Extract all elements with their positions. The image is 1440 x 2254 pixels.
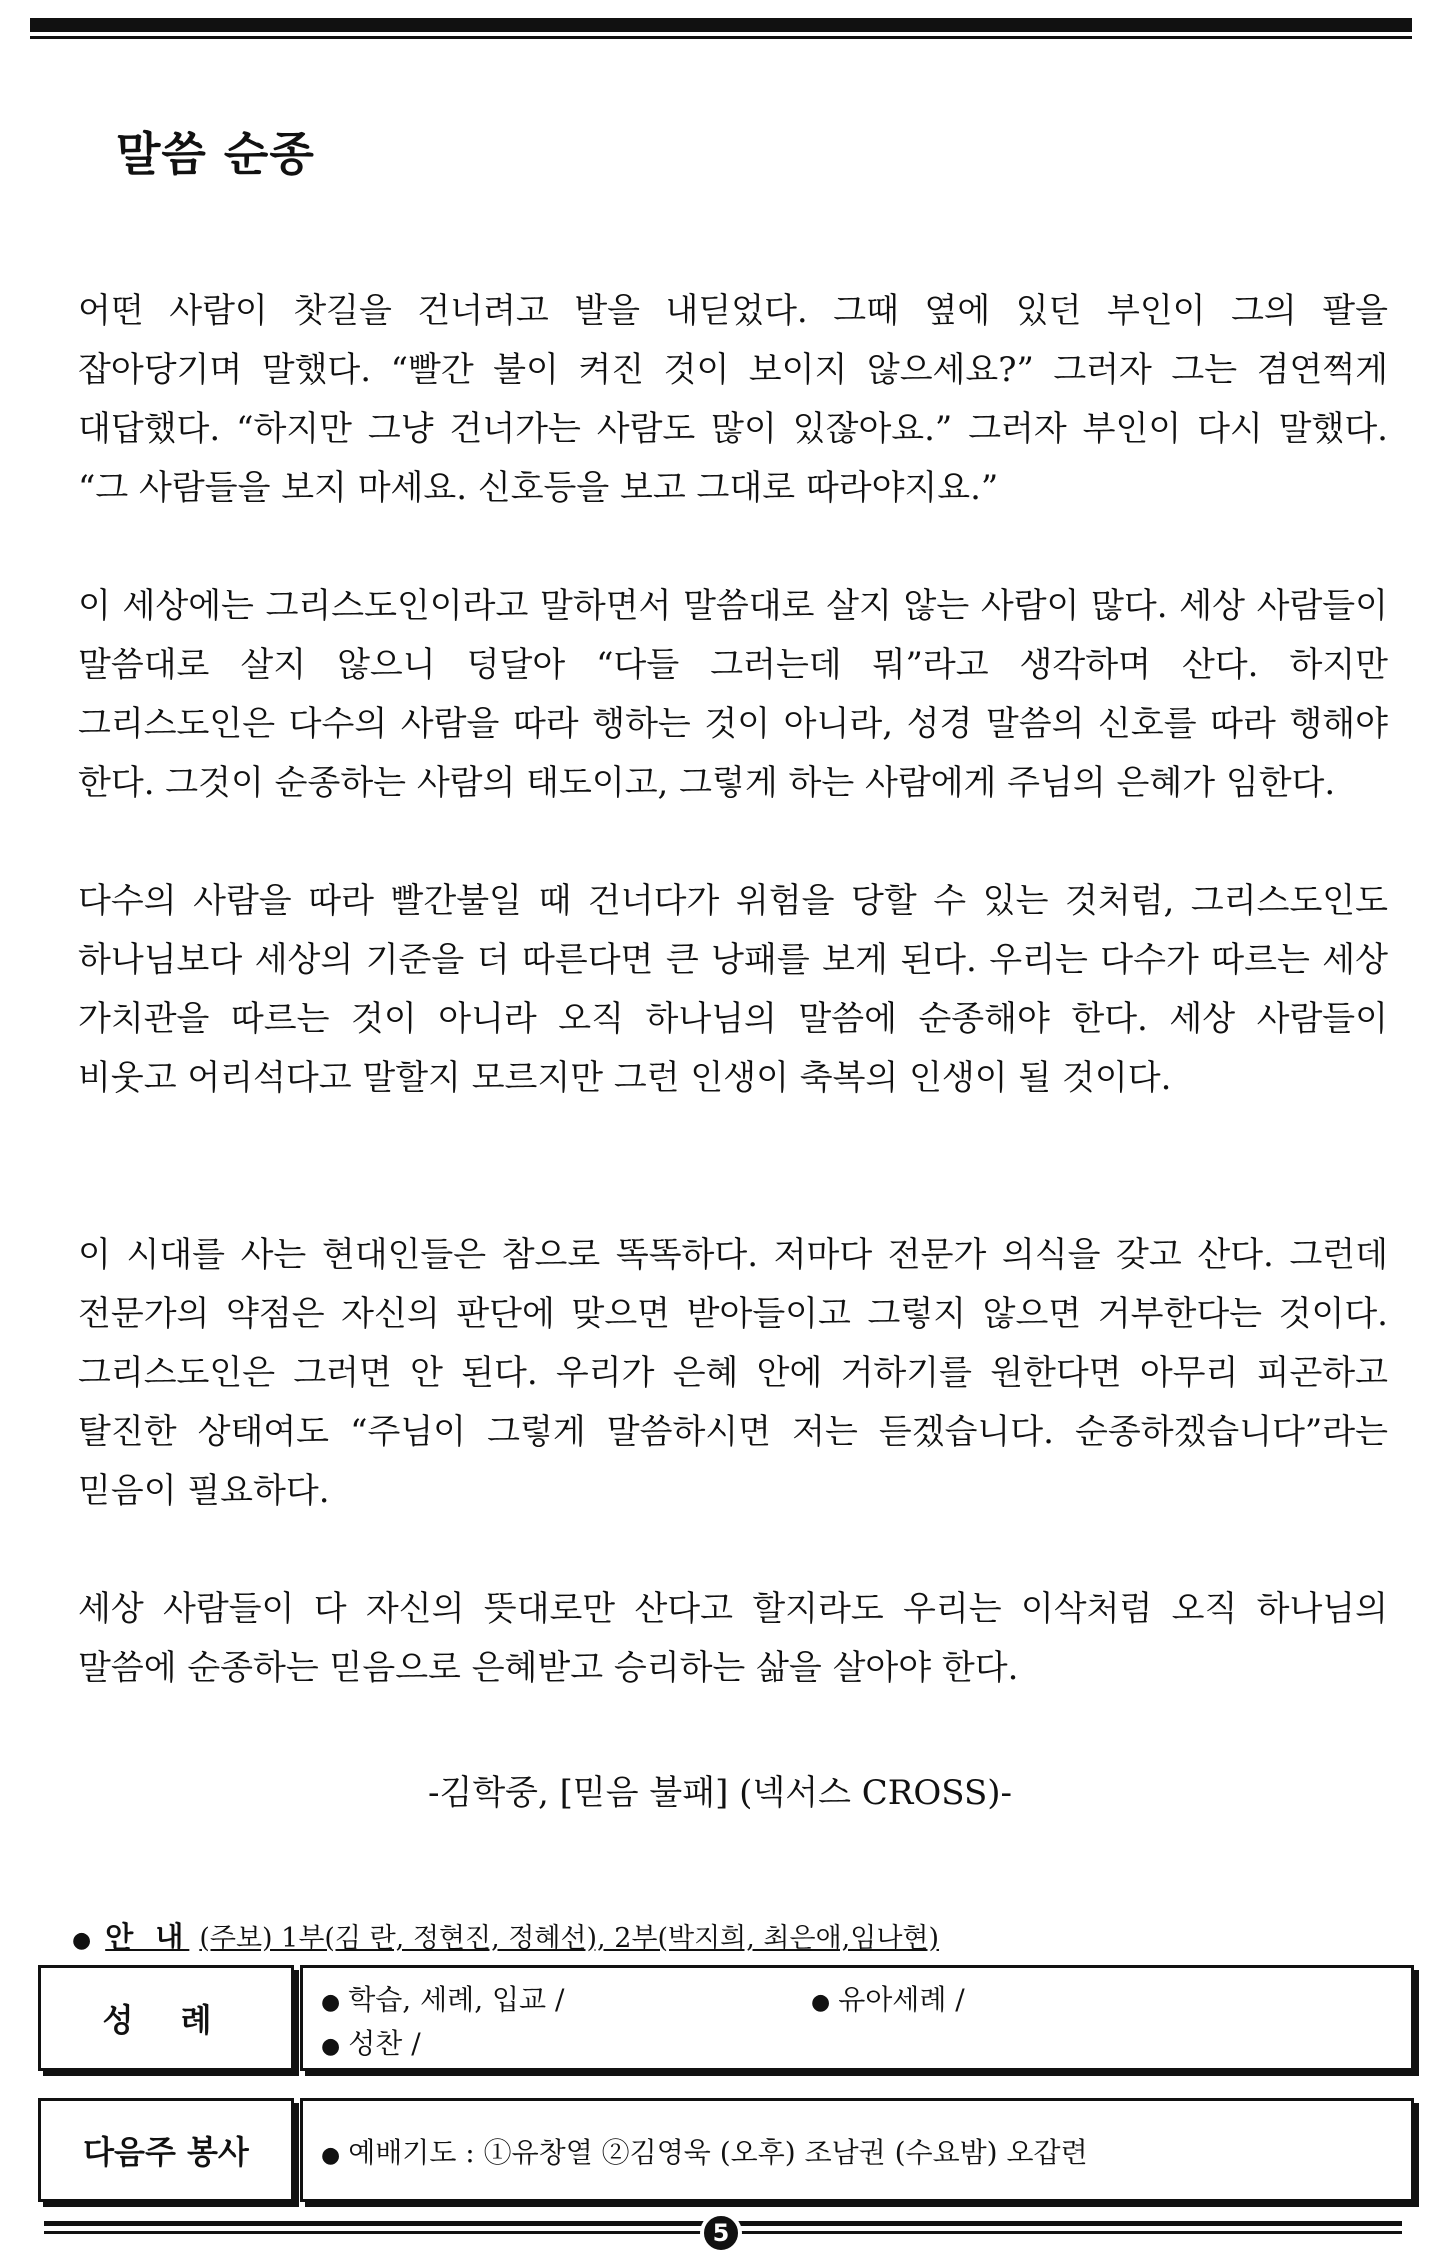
source-citation: -김학중, [믿음 불패] (넥서스 CROSS)- bbox=[428, 1773, 1012, 1813]
bullet-icon: ● bbox=[811, 1990, 831, 2015]
paragraph-1: 어떤 사람이 찻길을 건너려고 발을 내딛었다. 그때 옆에 있던 부인이 그의 팔을 잡아당기며 말했다. “빨간 불이 켜진 것이 보이지 않으세요?” 그러자 그는 겸연쩍게 대답했다. “하지만 그냥 건너가는 사람도 많이 있잖아요.” 그러자 부인이 다시 말했다. “그 사람들을 보지 마세요. 신호등을 보고 그대로 따라야지요.” bbox=[78, 291, 1388, 508]
sacrament-item-3: ● 성찬 / bbox=[321, 2027, 421, 2060]
paragraph-5: 세상 사람들이 다 자신의 뜻대로만 산다고 할지라도 우리는 이삭처럼 오직 하나님의 말씀에 순종하는 믿음으로 은혜받고 승리하는 삶을 살아야 한다. bbox=[78, 1589, 1388, 1688]
bullet-icon: ● bbox=[321, 2143, 341, 2168]
top-rule-thin bbox=[30, 36, 1412, 39]
service-box bbox=[300, 2098, 1414, 2202]
bullet-icon: ● bbox=[321, 2034, 341, 2059]
sacrament-item-2: ● 유아세례 / bbox=[811, 1983, 965, 2016]
sacrament-item-1: ● 학습, 세례, 입교 / bbox=[321, 1983, 565, 2016]
notice-text: (주보) 1부(김 란, 정현진, 정혜선), 2부(박지희, 최은애,임나현) bbox=[199, 1923, 940, 1954]
notice-label: 안 내 bbox=[105, 1920, 190, 1954]
paragraph-4: 이 시대를 사는 현대인들은 참으로 똑똑하다. 저마다 전문가 의식을 갖고 산다. 그런데 전문가의 약점은 자신의 판단에 맞으면 받아들이고 그렇지 않으면 거부한다는 것이다. 그리스도인은 그러면 안 된다. 우리가 은혜 안에 거하기를 원한다면 아무리 피곤하고 탈진한 상태여도 “주님이 그렇게 말씀하시면 저는 듣겠습니다. 순종하겠습니다”라는 믿음이 필요하다. bbox=[78, 1235, 1388, 1511]
sacrament-box bbox=[300, 1965, 1414, 2071]
paragraph-3: 다수의 사람을 따라 빨간불일 때 건너다가 위험을 당할 수 있는 것처럼, 그리스도인도 하나님보다 세상의 기준을 더 따른다면 큰 낭패를 보게 된다. 우리는 다수가 따르는 세상 가치관을 따르는 것이 아니라 오직 하나님의 말씀에 순종해야 한다. 세상 사람들이 비웃고 어리석다고 말할지 모르지만 그런 인생이 축복의 인생이 될 것이다. bbox=[78, 881, 1388, 1098]
bullet-icon: ● bbox=[321, 1990, 341, 2015]
service-prayer: ● 예배기도 : ①유창열 ②김영욱 (오후) 조남권 (수요밤) 오갑련 bbox=[321, 2136, 1088, 2169]
page-title: 말씀 순종 bbox=[116, 127, 315, 181]
service-label: 다음주 봉사 bbox=[38, 2098, 294, 2202]
top-rule bbox=[30, 18, 1412, 32]
paragraph-2: 이 세상에는 그리스도인이라고 말하면서 말씀대로 살지 않는 사람이 많다. 세상 사람들이 말씀대로 살지 않으니 덩달아 “다들 그러는데 뭐”라고 생각하며 산다. 하지만 그리스도인은 다수의 사람을 따라 행하는 것이 아니라, 성경 말씀의 신호를 따라 행해야 한다. 그것이 순종하는 사람의 태도이고, 그렇게 하는 사람에게 주님의 은혜가 임한다. bbox=[78, 586, 1388, 803]
bullet-icon: ● bbox=[72, 1928, 92, 1953]
notice-line bbox=[72, 1915, 939, 1956]
sacrament-label: 성 례 bbox=[38, 1965, 294, 2071]
page-number: 5 bbox=[700, 2212, 742, 2254]
